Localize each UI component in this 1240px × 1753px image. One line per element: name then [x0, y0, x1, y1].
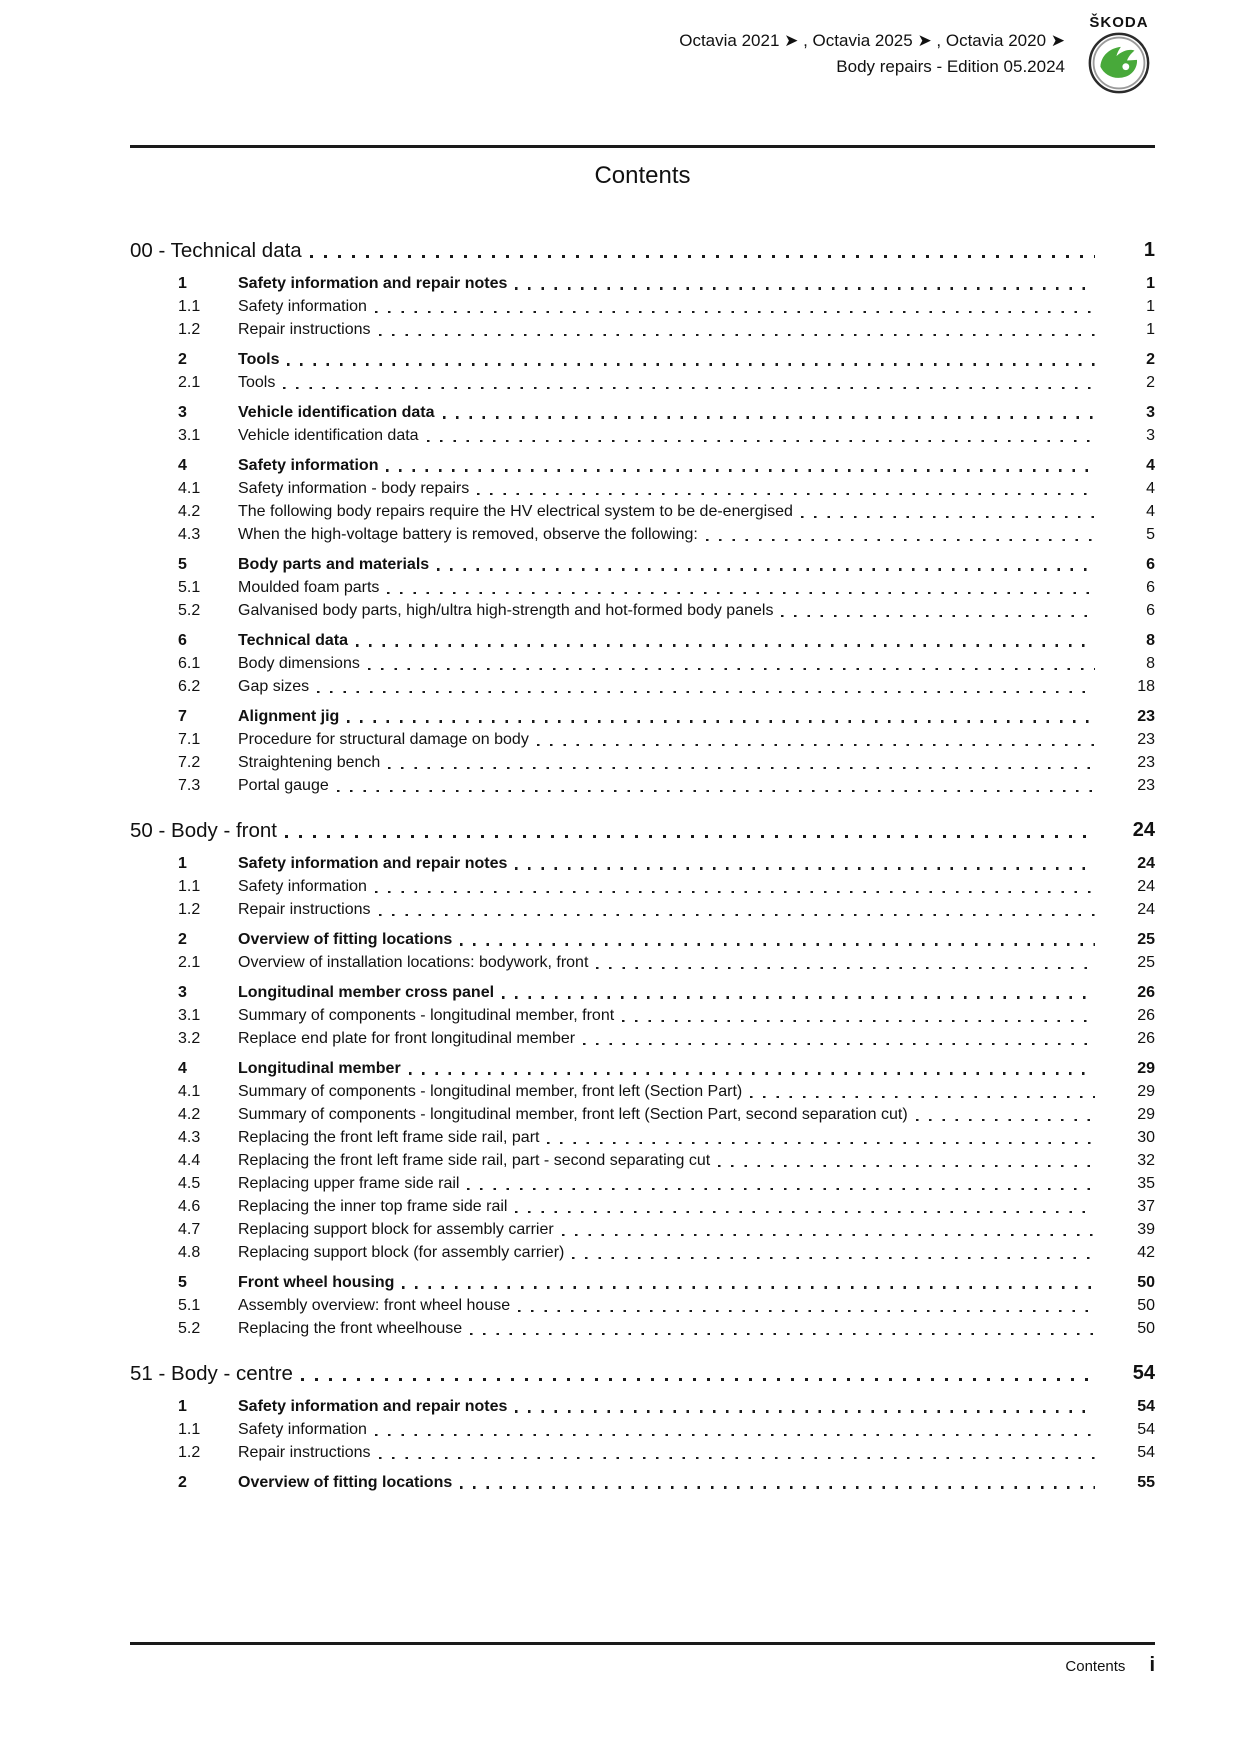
toc-row: [130, 321, 1155, 339]
toc-entry-mid: [238, 404, 1097, 422]
toc-entry-title: Replacing the inner top frame side rail: [238, 1198, 508, 1215]
toc-entry-page: 8: [1146, 632, 1155, 649]
toc-row: [130, 1083, 1155, 1101]
toc-entry-title: Technical data: [238, 632, 348, 649]
toc-row: [130, 602, 1155, 620]
toc-row: [130, 1221, 1155, 1239]
dots-leader: [309, 678, 1097, 696]
toc-entry-title: Straightening bench: [238, 754, 381, 771]
toc-entry-page: 50: [1137, 1297, 1155, 1314]
toc-entry-number: 5.2: [178, 1320, 201, 1337]
toc-entry-page: 6: [1146, 602, 1155, 619]
toc-entry-mid: [238, 1060, 1097, 1078]
toc-entry-page: 50: [1137, 1320, 1155, 1337]
dots-leader: [429, 556, 1097, 574]
toc-entry-title: Safety information: [238, 878, 367, 895]
toc-entry-page: 30: [1137, 1129, 1155, 1146]
toc-entry-number: 7.1: [178, 731, 201, 748]
toc-entry-mid: [238, 526, 1097, 544]
toc-row: [130, 678, 1155, 696]
toc-entry-title: Galvanised body parts, high/ultra high-strength and hot-formed body panels: [238, 602, 774, 619]
toc-row: [130, 503, 1155, 521]
toc-entry-page: 23: [1137, 731, 1155, 748]
skoda-logo: [1083, 0, 1155, 99]
toc-row: [130, 404, 1155, 422]
dots-leader: [564, 1244, 1097, 1262]
chapter-title: 50 - Body - front: [130, 819, 277, 842]
toc-entry-number: 1.1: [178, 298, 201, 315]
toc-entry-title: Replacing support block for assembly carrier: [238, 1221, 554, 1238]
toc-entry-number: 2.1: [178, 374, 201, 391]
toc-entry-page: 55: [1137, 1474, 1155, 1491]
toc-entry-page: 8: [1146, 655, 1155, 672]
toc-row: [130, 1030, 1155, 1048]
toc-entry-number: 1: [178, 1398, 187, 1415]
toc-entry-mid: [238, 954, 1097, 972]
toc-entry-mid: [238, 321, 1097, 339]
page-header: [130, 0, 1155, 148]
toc-entry-number: 5: [178, 556, 187, 573]
toc-entry-mid: [238, 1474, 1097, 1492]
dots-leader: [494, 984, 1097, 1002]
toc-row: [130, 1474, 1155, 1492]
dots-leader: [462, 1320, 1097, 1338]
toc-entry-page: 54: [1137, 1398, 1155, 1415]
toc-entry-number: 6.1: [178, 655, 201, 672]
toc-row: [130, 526, 1155, 544]
dots-leader: [329, 777, 1097, 795]
toc-row: [130, 1244, 1155, 1262]
toc-entry-mid: [238, 1244, 1097, 1262]
toc-entry-page: 29: [1137, 1106, 1155, 1123]
dots-leader: [279, 351, 1097, 369]
toc-row: [130, 1060, 1155, 1078]
toc-entry-title: Safety information and repair notes: [238, 1398, 508, 1415]
toc-row: [130, 1129, 1155, 1147]
toc-entry-number: 5: [178, 1274, 187, 1291]
toc-entry-title: Replacing the front wheelhouse: [238, 1320, 463, 1337]
toc-row: [130, 901, 1155, 919]
dots-leader: [348, 632, 1097, 650]
toc-entry-mid: [238, 1030, 1097, 1048]
toc-entry-mid: [238, 1444, 1097, 1462]
toc-row: [130, 1198, 1155, 1216]
toc-entry-page: 24: [1137, 901, 1155, 918]
toc-row: [130, 1297, 1155, 1315]
header-text: [679, 0, 1065, 80]
toc-entry-title: Summary of components - longitudinal member, front left (Section Part): [238, 1083, 743, 1100]
dots-leader: [507, 1398, 1097, 1416]
toc-entry-mid: [238, 1007, 1097, 1025]
toc-row: [130, 1152, 1155, 1170]
toc-entry-mid: [238, 678, 1097, 696]
dots-leader: [459, 1175, 1097, 1193]
toc-entry-page: 42: [1137, 1244, 1155, 1261]
toc-entry-page: 54: [1137, 1444, 1155, 1461]
toc-entry-page: 39: [1137, 1221, 1155, 1238]
toc-entry-number: 1.1: [178, 878, 201, 895]
dots-leader: [614, 1007, 1097, 1025]
toc-entry-title: Replacing the front left frame side rail, part: [238, 1129, 540, 1146]
toc-entry-title: Safety information and repair notes: [238, 275, 508, 292]
toc-entry-number: 4.6: [178, 1198, 201, 1215]
dots-leader: [435, 404, 1098, 422]
toc-entry-number: 7.2: [178, 754, 201, 771]
toc-entry-title: Repair instructions: [238, 901, 371, 918]
toc-entry-number: 5.2: [178, 602, 201, 619]
toc-entry-mid: [238, 351, 1097, 369]
toc-entry-title: Summary of components - longitudinal member, front left (Section Part, second separation cut): [238, 1106, 908, 1123]
toc-chapter-row: [130, 1361, 1155, 1386]
toc-entry-page: 37: [1137, 1198, 1155, 1215]
toc-row: [130, 632, 1155, 650]
toc-entry-number: 4.3: [178, 526, 201, 543]
toc-row: [130, 351, 1155, 369]
toc-entry-mid: [238, 1152, 1097, 1170]
toc-entry-title: Overview of fitting locations: [238, 1474, 453, 1491]
toc-entry-mid: [238, 1297, 1097, 1315]
toc-entry-page: 35: [1137, 1175, 1155, 1192]
toc-row: [130, 480, 1155, 498]
dots-leader: [710, 1152, 1097, 1170]
chapter-page-number: 24: [1132, 819, 1155, 841]
dots-leader: [575, 1030, 1097, 1048]
toc-entry-number: 6: [178, 632, 187, 649]
page-footer: [130, 1642, 1155, 1677]
dots-leader: [302, 238, 1097, 263]
toc-entry-number: 7.3: [178, 777, 201, 794]
dots-leader: [367, 878, 1097, 896]
toc-row: [130, 1007, 1155, 1025]
toc-entry-number: 2: [178, 1474, 187, 1491]
toc-entry-mid: [238, 503, 1097, 521]
dots-leader: [371, 901, 1098, 919]
toc-entry-number: 1: [178, 855, 187, 872]
toc-entry-number: 4: [178, 1060, 187, 1077]
skoda-emblem-icon: [1088, 32, 1150, 94]
toc-entry-number: 4.8: [178, 1244, 201, 1261]
dots-leader: [469, 480, 1097, 498]
dots-leader: [539, 1129, 1097, 1147]
dots-leader: [698, 526, 1097, 544]
toc-row: [130, 427, 1155, 445]
dots-leader: [452, 1474, 1097, 1492]
toc-entry-page: 25: [1137, 931, 1155, 948]
dots-leader: [419, 427, 1097, 445]
toc-entry-number: 3.1: [178, 427, 201, 444]
toc-entry-page: 23: [1137, 777, 1155, 794]
dots-leader: [554, 1221, 1097, 1239]
toc-entry-number: 4.3: [178, 1129, 201, 1146]
header-models: Octavia 2021 ➤ , Octavia 2025 ➤ , Octavia 2020 ➤: [679, 31, 1065, 50]
dots-leader: [371, 321, 1098, 339]
toc-entry-title: Safety information - body repairs: [238, 480, 470, 497]
toc-entry-mid: [238, 1320, 1097, 1338]
toc-entry-page: 26: [1137, 1030, 1155, 1047]
toc-entry-mid: [238, 1274, 1097, 1292]
toc-entry-number: 5.1: [178, 1297, 201, 1314]
toc-entry-title: The following body repairs require the HV electrical system to be de-energised: [238, 503, 793, 520]
toc-row: [130, 1274, 1155, 1292]
toc-row: [130, 1444, 1155, 1462]
toc-entry-mid: [238, 632, 1097, 650]
toc-entry-mid: [238, 1129, 1097, 1147]
toc-entry-title: Safety information: [238, 457, 379, 474]
dots-leader: [452, 931, 1097, 949]
toc-row: [130, 931, 1155, 949]
toc-entry-title: Procedure for structural damage on body: [238, 731, 529, 748]
dots-leader: [277, 818, 1097, 843]
toc-row: [130, 1320, 1155, 1338]
toc-entry-page: 4: [1146, 480, 1155, 497]
toc-entry-title: Vehicle identification data: [238, 404, 435, 421]
toc-entry-title: Replacing upper frame side rail: [238, 1175, 460, 1192]
dots-leader: [360, 655, 1097, 673]
toc-entry-mid: [238, 556, 1097, 574]
toc-row: [130, 984, 1155, 1002]
toc-row: [130, 1106, 1155, 1124]
toc-chapter-row: [130, 238, 1155, 263]
page-content: [130, 0, 1155, 1492]
toc-entry-page: 3: [1146, 427, 1155, 444]
toc-entry-page: 6: [1146, 556, 1155, 573]
dots-leader: [367, 298, 1097, 316]
toc-entry-page: 23: [1137, 708, 1155, 725]
toc-row: [130, 579, 1155, 597]
toc-entry-mid: [238, 275, 1097, 293]
toc-entry-mid: [238, 1398, 1097, 1416]
toc-entry-mid: [238, 655, 1097, 673]
toc-entry-page: 5: [1146, 526, 1155, 543]
toc-entry-title: Longitudinal member cross panel: [238, 984, 495, 1001]
toc-row: [130, 1421, 1155, 1439]
toc-chapter-row: [130, 818, 1155, 843]
chapter-title: 00 - Technical data: [130, 239, 302, 262]
toc-entry-number: 1.2: [178, 1444, 201, 1461]
toc-entry-number: 1.2: [178, 321, 201, 338]
dots-leader: [773, 602, 1097, 620]
dots-leader: [378, 457, 1097, 475]
toc-entry-page: 29: [1137, 1083, 1155, 1100]
toc-entry-page: 24: [1137, 855, 1155, 872]
toc-row: [130, 556, 1155, 574]
toc-entry-number: 3.2: [178, 1030, 201, 1047]
toc-entry-number: 1.2: [178, 901, 201, 918]
toc-entry-title: Safety information and repair notes: [238, 855, 508, 872]
dots-leader: [401, 1060, 1097, 1078]
toc-entry-number: 4.1: [178, 1083, 201, 1100]
toc-entry-page: 2: [1146, 351, 1155, 368]
toc-row: [130, 878, 1155, 896]
toc-entry-page: 50: [1137, 1274, 1155, 1291]
toc-entry-page: 23: [1137, 754, 1155, 771]
toc-entry-number: 5.1: [178, 579, 201, 596]
toc-row: [130, 708, 1155, 726]
toc-row: [130, 777, 1155, 795]
toc-entry-mid: [238, 855, 1097, 873]
toc-entry-title: Alignment jig: [238, 708, 340, 725]
toc-entry-mid: [238, 579, 1097, 597]
toc-entry-page: 1: [1146, 321, 1155, 338]
dots-leader: [510, 1297, 1097, 1315]
toc-row: [130, 731, 1155, 749]
header-edition: Body repairs - Edition 05.2024: [836, 57, 1065, 76]
toc-entry-mid: [238, 1175, 1097, 1193]
toc-row: [130, 298, 1155, 316]
toc-entry-mid: [238, 1421, 1097, 1439]
dots-leader: [293, 1361, 1097, 1386]
dots-leader: [275, 374, 1097, 392]
toc-row: [130, 855, 1155, 873]
toc-entry-number: 4: [178, 457, 187, 474]
toc-entry-mid: [238, 901, 1097, 919]
toc-entry-title: Assembly overview: front wheel house: [238, 1297, 511, 1314]
toc-row: [130, 1175, 1155, 1193]
toc-entry-page: 26: [1137, 984, 1155, 1001]
toc-entry-title: Tools: [238, 351, 280, 368]
toc-entry-title: Front wheel housing: [238, 1274, 395, 1291]
toc-entry-title: Tools: [238, 374, 276, 391]
toc-entry-number: 2: [178, 931, 187, 948]
toc-entry-title: Body parts and materials: [238, 556, 430, 573]
toc-row: [130, 275, 1155, 293]
toc-entry-mid: [238, 777, 1097, 795]
toc-row: [130, 1398, 1155, 1416]
toc-entry-mid: [238, 984, 1097, 1002]
toc-entry-number: 1: [178, 275, 187, 292]
footer-inner: [130, 1645, 1155, 1677]
toc-entry-mid: [238, 1198, 1097, 1216]
toc-entry-page: 2: [1146, 374, 1155, 391]
toc-entry-mid: [238, 1106, 1097, 1124]
dots-leader: [394, 1274, 1097, 1292]
toc-entry-mid: [238, 374, 1097, 392]
dots-leader: [507, 275, 1097, 293]
toc-entry-mid: [238, 457, 1097, 475]
toc-entry-mid: [238, 708, 1097, 726]
toc-entry-page: 3: [1146, 404, 1155, 421]
dots-leader: [507, 1198, 1097, 1216]
toc-entry-title: Vehicle identification data: [238, 427, 419, 444]
toc-entry-mid: [238, 878, 1097, 896]
toc-entry-number: 4.4: [178, 1152, 201, 1169]
toc-entry-page: 26: [1137, 1007, 1155, 1024]
dots-leader: [529, 731, 1097, 749]
toc-row: [130, 954, 1155, 972]
toc: [130, 238, 1155, 1492]
toc-entry-mid: [238, 754, 1097, 772]
toc-entry-mid: [238, 731, 1097, 749]
dots-leader: [908, 1106, 1097, 1124]
toc-entry-page: 54: [1137, 1421, 1155, 1438]
toc-row: [130, 374, 1155, 392]
toc-row: [130, 457, 1155, 475]
toc-entry-title: Overview of installation locations: bodywork, front: [238, 954, 589, 971]
toc-row: [130, 655, 1155, 673]
toc-entry-title: Safety information: [238, 298, 367, 315]
toc-entry-title: When the high-voltage battery is removed, observe the following:: [238, 526, 698, 543]
toc-entry-number: 4.1: [178, 480, 201, 497]
dots-leader: [507, 855, 1097, 873]
toc-entry-page: 4: [1146, 503, 1155, 520]
toc-entry-title: Longitudinal member: [238, 1060, 401, 1077]
toc-entry-mid: [238, 480, 1097, 498]
dots-leader: [380, 754, 1097, 772]
toc-entry-page: 29: [1137, 1060, 1155, 1077]
toc-entry-number: 6.2: [178, 678, 201, 695]
toc-entry-page: 4: [1146, 457, 1155, 474]
toc-entry-title: Moulded foam parts: [238, 579, 380, 596]
toc-entry-number: 4.5: [178, 1175, 201, 1192]
toc-entry-page: 32: [1137, 1152, 1155, 1169]
toc-entry-page: 24: [1137, 878, 1155, 895]
chapter-page-number: 54: [1132, 1362, 1155, 1384]
toc-entry-mid: [238, 298, 1097, 316]
chapter-page-number: 1: [1143, 239, 1155, 261]
dots-leader: [367, 1421, 1097, 1439]
toc-entry-page: 1: [1146, 298, 1155, 315]
toc-entry-title: Body dimensions: [238, 655, 360, 672]
toc-entry-title: Portal gauge: [238, 777, 329, 794]
toc-entry-number: 1.1: [178, 1421, 201, 1438]
dots-leader: [742, 1083, 1097, 1101]
toc-entry-number: 4.2: [178, 1106, 201, 1123]
dots-leader: [371, 1444, 1098, 1462]
toc-entry-number: 3: [178, 404, 187, 421]
toc-entry-title: Safety information: [238, 1421, 367, 1438]
toc-entry-mid: [238, 427, 1097, 445]
dots-leader: [339, 708, 1097, 726]
skoda-wordmark: ŠKODA: [1089, 14, 1149, 31]
toc-entry-title: Overview of fitting locations: [238, 931, 453, 948]
toc-entry-title: Gap sizes: [238, 678, 310, 695]
page-title: Contents: [594, 162, 691, 189]
dots-leader: [379, 579, 1097, 597]
toc-entry-mid: [238, 1221, 1097, 1239]
footer-label: Contents: [1065, 1658, 1126, 1675]
toc-entry-page: 25: [1137, 954, 1155, 971]
toc-entry-page: 6: [1146, 579, 1155, 596]
toc-entry-title: Summary of components - longitudinal member, front: [238, 1007, 615, 1024]
toc-entry-number: 2.1: [178, 954, 201, 971]
toc-entry-mid: [238, 602, 1097, 620]
toc-entry-number: 4.7: [178, 1221, 201, 1238]
chapter-title: 51 - Body - centre: [130, 1362, 293, 1385]
dots-leader: [588, 954, 1097, 972]
footer-page-number: i: [1149, 1654, 1155, 1676]
toc-entry-number: 2: [178, 351, 187, 368]
toc-entry-number: 7: [178, 708, 187, 725]
toc-entry-page: 1: [1146, 275, 1155, 292]
toc-entry-title: Repair instructions: [238, 1444, 371, 1461]
toc-entry-title: Replacing support block (for assembly carrier): [238, 1244, 565, 1261]
toc-entry-number: 3: [178, 984, 187, 1001]
dots-leader: [793, 503, 1097, 521]
toc-entry-title: Repair instructions: [238, 321, 371, 338]
toc-row: [130, 754, 1155, 772]
toc-entry-title: Replacing the front left frame side rail, part - second separating cut: [238, 1152, 711, 1169]
toc-entry-mid: [238, 1083, 1097, 1101]
toc-entry-title: Replace end plate for front longitudinal member: [238, 1030, 576, 1047]
toc-entry-number: 4.2: [178, 503, 201, 520]
toc-entry-page: 18: [1137, 678, 1155, 695]
toc-entry-mid: [238, 931, 1097, 949]
toc-entry-number: 3.1: [178, 1007, 201, 1024]
